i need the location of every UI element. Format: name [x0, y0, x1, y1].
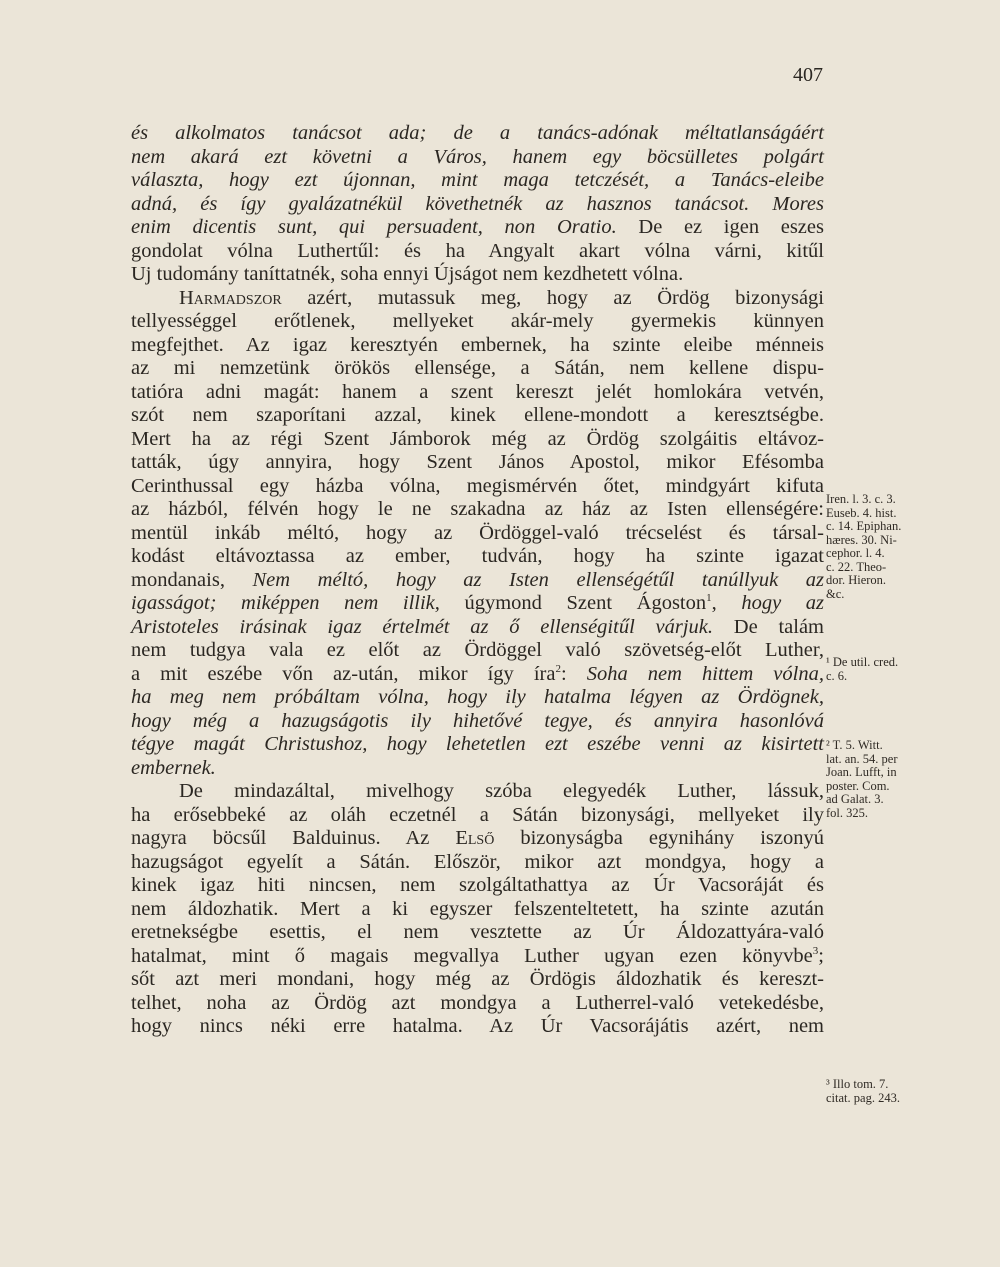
- text-segment: nem tudgya vala ez előt az Ördöggel való szövetség-előt Luther,: [131, 639, 824, 661]
- text-line: [131, 804, 824, 828]
- margin-note-3: [826, 739, 936, 820]
- text-segment: nem akará ezt követni a Város, hanem egy böcsülletes polgárt: [131, 145, 824, 168]
- text-line: [131, 592, 824, 616]
- text-segment: tellyességgel erőtlenek, mellyeket akár-mely gyermekis künnyen: [131, 310, 824, 332]
- margin-note-line: hæres. 30. Ni-: [826, 532, 897, 547]
- text-line: [131, 122, 824, 146]
- text-line: [131, 710, 824, 734]
- page-number: 407: [793, 64, 823, 86]
- text-segment: szót nem szaporítani azzal, kinek ellene-mondott a keresztségbe.: [131, 404, 824, 426]
- text-line: [131, 616, 824, 640]
- text-segment: Nem méltó, hogy az Isten ellenségétűl tanúllyuk az: [252, 568, 824, 591]
- margin-note-line: Euseb. 4. hist.: [826, 505, 897, 520]
- text-line: [131, 780, 824, 804]
- text-line: [131, 310, 824, 334]
- text-segment: tégye magát Christushoz, hogy lehetetlen ezt eszébe venni az kisirtett: [131, 733, 824, 755]
- text-line: [131, 357, 824, 381]
- margin-note-line: poster. Com.: [826, 778, 890, 793]
- text-line: [131, 146, 824, 170]
- text-segment: hazugságot egyelít a Sátán. Először, mikor azt mondgya, hogy a: [131, 850, 824, 873]
- text-line: [131, 263, 824, 287]
- margin-note-line: ³ Illo tom. 7.: [826, 1077, 889, 1091]
- text-segment: hatalmat, mint ő magais megvallya Luther ugyan ezen könyvbe: [131, 944, 813, 967]
- margin-note-line: cephor. l. 4.: [826, 546, 885, 560]
- margin-note-line: ad Galat. 3.: [826, 792, 884, 806]
- text-segment: adná, és így gyalázatnékül követhetnék az hasznos tanácsot. Mores: [131, 192, 824, 215]
- text-line: [131, 921, 824, 945]
- text-segment: és alkolmatos tanácsot ada; de a tanács-adónak méltatlanságáért: [131, 122, 824, 144]
- text-segment: Aristoteles irásinak igaz értelmét az ő ellenségitűl várjuk.: [131, 615, 714, 638]
- text-line: [131, 639, 824, 663]
- text-segment: úgymond Szent Ágoston: [439, 592, 707, 614]
- text-segment: Harmadszor: [179, 286, 282, 309]
- text-segment: választa, hogy ezt újonnan, mint maga tetczését, a Tanács-eleibe: [131, 169, 824, 191]
- text-segment: ;: [818, 944, 824, 967]
- text-segment: az mi nemzetünk örökös ellensége, a Sátán, nem kellene dispu-: [131, 357, 824, 379]
- margin-note-line: c. 14. Epiphan.: [826, 519, 902, 533]
- margin-note-line: Joan. Lufft, in: [826, 765, 897, 779]
- text-segment: mondanais,: [131, 568, 253, 591]
- text-line: [131, 663, 824, 687]
- main-text-column: [131, 122, 824, 1039]
- margin-note-2: [826, 656, 936, 683]
- text-segment: embernek.: [131, 756, 216, 779]
- text-segment: Mert ha az régi Szent Jámborok még az Ördög szolgáitis eltávoz-: [131, 427, 824, 450]
- margin-note-line: Iren. l. 3. c. 3.: [826, 492, 896, 506]
- margin-note-4: [826, 1078, 936, 1105]
- footnote-marker: 3: [812, 944, 819, 957]
- text-line: [131, 498, 824, 522]
- margin-note-line: lat. an. 54. per: [826, 751, 898, 766]
- text-segment: kinek igaz hiti nincsen, nem szolgáltathattya az Úr Vacsoráját és: [131, 874, 824, 896]
- text-segment: a mit eszébe vőn az-után, mikor így íra: [131, 662, 556, 685]
- text-segment: az házból, félvén hogy le ne szakadna az ház az Isten ellenségére:: [131, 498, 824, 520]
- text-segment: Soha nem hittem vólna,: [586, 662, 824, 685]
- text-line: [131, 851, 824, 875]
- text-segment: azért, mutassuk meg, hogy az Ördög bizonysági: [281, 286, 824, 309]
- text-segment: hogy az: [741, 592, 825, 614]
- text-line: [131, 992, 824, 1016]
- text-line: [131, 686, 824, 710]
- text-segment: Első: [455, 827, 495, 849]
- text-segment: igasságot; miképpen nem illik,: [131, 592, 440, 614]
- margin-note-line: ¹ De util. cred.: [826, 655, 899, 669]
- text-segment: enim dicentis sunt, qui persuadent, non Oratio.: [131, 216, 617, 238]
- text-segment: hogy nincs néki erre hatalma. Az Úr Vacsorájátis azért, nem: [131, 1015, 824, 1037]
- text-segment: tatióra adni magát: hanem a szent kereszt jelét homlokára vetvén,: [131, 380, 824, 403]
- text-line: [131, 428, 824, 452]
- margin-note-line: citat. pag. 243.: [826, 1090, 900, 1105]
- text-segment: gondolat vólna Luthertűl: és ha Angyalt akart vólna várni, kitűl: [131, 239, 824, 262]
- footnote-marker: 1: [706, 592, 712, 604]
- text-segment: bizonyságba egynihány iszonyú: [494, 827, 824, 849]
- text-line: [131, 898, 824, 922]
- text-segment: eretnekségbe esettis, el nem vesztette az Úr Áldozattyára-való: [131, 921, 824, 943]
- text-line: [131, 945, 824, 969]
- text-segment: telhet, noha az Ördög azt mondgya a Lutherrel-való vetekedésbe,: [131, 991, 824, 1014]
- text-segment: ,: [711, 592, 742, 614]
- text-line: [131, 968, 824, 992]
- text-line: [131, 827, 824, 851]
- margin-note-line: ² T. 5. Witt.: [826, 738, 883, 752]
- text-segment: hogy még a hazugságotis ily hihetővé tegye, és annyira hasonlóvá: [131, 709, 824, 732]
- text-segment: ha meg nem próbáltam vólna, hogy ily hatalma légyen az Ördögnek,: [131, 686, 824, 708]
- text-line: [131, 569, 824, 593]
- text-segment: De ez igen eszes: [616, 216, 824, 238]
- text-segment: kodást eltávoztassa az ember, tudván, hogy ha szinte igazat: [131, 545, 824, 567]
- text-line: [131, 381, 824, 405]
- text-segment: nem áldozhatik. Mert a ki egyszer felszenteltetett, ha szinte azután: [131, 897, 824, 920]
- margin-note-line: c. 6.: [826, 668, 848, 683]
- text-segment: tatták, úgy annyira, hogy Szent János Apostol, mikor Efésomba: [131, 451, 824, 473]
- text-segment: De talám: [713, 615, 824, 638]
- text-line: [131, 475, 824, 499]
- text-segment: Cerinthussal egy házba vólna, megismérvén őtet, mindgyárt kifuta: [131, 474, 824, 497]
- text-line: [131, 240, 824, 264]
- text-segment: mentül inkáb méltó, hogy az Ördöggel-való trécselést és társal-: [131, 521, 824, 544]
- text-line: [131, 1015, 824, 1039]
- text-line: [131, 216, 824, 240]
- text-line: [131, 404, 824, 428]
- margin-note-1: [826, 493, 936, 601]
- text-segment: megfejthet. Az igaz keresztyén embernek, ha szinte eleibe ménneis: [131, 333, 824, 356]
- text-line: [131, 287, 824, 311]
- text-segment: De mindazáltal, mivelhogy szóba elegyedék Luther, lássuk,: [179, 780, 824, 802]
- text-line: [131, 733, 824, 757]
- text-line: [131, 545, 824, 569]
- text-segment: nagyra böcsűl Balduinus. Az: [131, 827, 456, 849]
- footnote-marker: 2: [555, 662, 561, 675]
- text-segment: Uj tudomány taníttatnék, soha ennyi Újságot nem kezdhetett vólna.: [131, 263, 684, 285]
- text-line: [131, 522, 824, 546]
- text-segment: sőt azt meri mondani, hogy még az Ördögis áldozhatik és kereszt-: [131, 968, 824, 990]
- text-line: [131, 874, 824, 898]
- margin-note-line: dor. Hieron.: [826, 573, 887, 587]
- text-line: [131, 334, 824, 358]
- text-line: [131, 169, 824, 193]
- text-line: [131, 193, 824, 217]
- text-line: [131, 757, 824, 781]
- margin-note-line: &c.: [826, 586, 845, 601]
- text-segment: :: [560, 662, 587, 685]
- margin-note-line: fol. 325.: [826, 805, 869, 820]
- text-line: [131, 451, 824, 475]
- margin-note-line: c. 22. Theo-: [826, 559, 887, 574]
- text-segment: ha erősebbeké az oláh eczetnél a Sátán bizonysági, mellyeket ily: [131, 803, 824, 826]
